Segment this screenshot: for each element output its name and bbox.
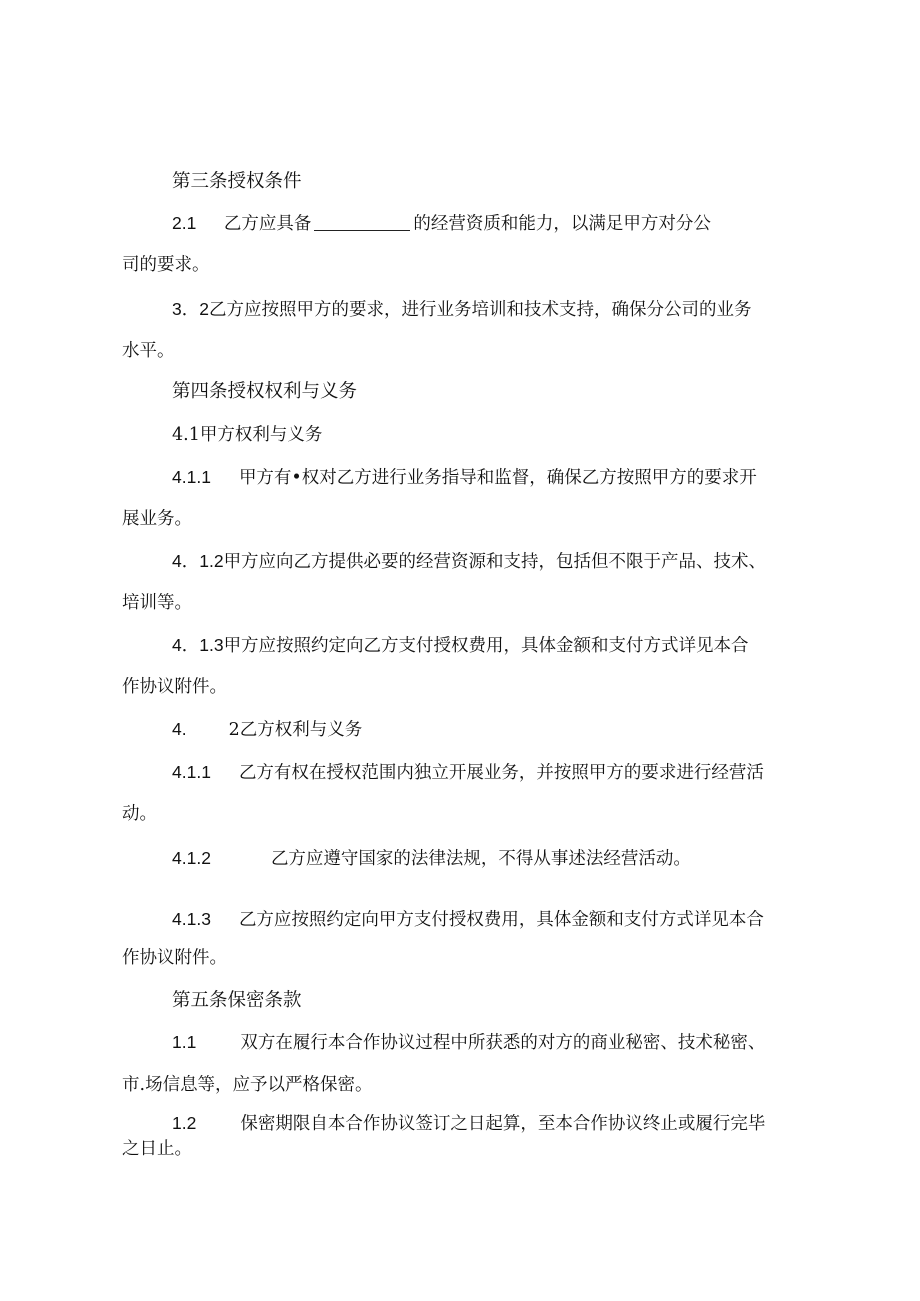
clause-number: 4.1.1 [172, 762, 211, 782]
subsection-text: 2乙方权利与义务 [228, 720, 363, 740]
clause-number: 1.2 [172, 1113, 197, 1133]
clause-continuation: 作协议附件。 [122, 948, 227, 968]
clause-number: 3．2 [172, 299, 209, 319]
subsection-title-2 [172, 717, 362, 742]
subsection-number: 4. [172, 719, 187, 739]
subsection-title: 4.1甲方权利与义务 [172, 425, 323, 445]
clause-4-1-2 [172, 549, 766, 574]
clause-text-cont: 的经营资质和能力，以满足甲方对分公 [413, 214, 711, 234]
clause-4-1-3 [172, 633, 749, 658]
clause-text: 保密期限自本合作协议签订之日起算，至本合作协议终止或履行完毕 [240, 1114, 766, 1134]
clause-continuation: 作协议附件。 [122, 677, 227, 697]
clause-text: 甲方有•权对乙方进行业务指导和监督，确保乙方按照甲方的要求开 [238, 468, 757, 488]
clause-text: 甲方应向乙方提供必要的经营资源和支持，包括但不限于产品、技术、 [223, 552, 767, 572]
clause-text: 乙方应遵守国家的法律法规，不得从事述法经营活动。 [270, 849, 691, 869]
clause-4-2-1 [172, 760, 764, 785]
section-heading: 第五条保密条款 [172, 990, 302, 1011]
clause-continuation: 培训等。 [122, 593, 192, 613]
section-heading: 第三条授权条件 [172, 171, 302, 192]
clause-number: 1.1 [172, 1032, 197, 1052]
clause-continuation: 动。 [122, 804, 157, 824]
clause-5-1-1 [172, 1030, 765, 1055]
clause-4-2-3 [172, 907, 764, 932]
clause-number: 4.1.1 [172, 467, 211, 487]
clause-number: 4．1.2 [172, 551, 224, 571]
clause-number: 4.1.3 [172, 909, 211, 929]
clause-4-1-1 [172, 465, 757, 490]
clause-text: 乙方应具备 [223, 214, 312, 234]
clause-continuation: 展业务。 [122, 509, 192, 529]
clause-text: 乙方有权在授权范围内独立开展业务，并按照甲方的要求进行经营活 [238, 763, 764, 783]
clause-number: 2.1 [172, 213, 197, 233]
clause-continuation: 水平。 [122, 341, 175, 361]
clause-text: 乙方应按照甲方的要求，进行业务培训和技术支持，确保分公司的业务 [208, 300, 752, 320]
clause-5-1-2 [172, 1111, 765, 1136]
clause-text: 甲方应按照约定向乙方支付授权费用，具体金额和支付方式详见本合 [223, 636, 749, 656]
clause-number: 4.1.2 [172, 848, 211, 868]
clause-text: 双方在履行本合作协议过程中所获悉的对方的商业秘密、技术秘密、 [240, 1033, 766, 1053]
clause-text: 乙方应按照约定向甲方支付授权费用，具体金额和支付方式详见本合 [238, 910, 764, 930]
clause-number: 4．1.3 [172, 635, 224, 655]
clause-continuation: 司的要求。 [122, 255, 210, 275]
clause-continuation: 之日止。 [122, 1139, 192, 1159]
clause-4-2-2 [172, 846, 691, 871]
clause-3-2 [172, 297, 751, 322]
fill-in-blank [314, 212, 410, 231]
clause-2-1 [172, 211, 711, 236]
clause-continuation: 市.场信息等，应予以严格保密。 [122, 1075, 373, 1095]
section-heading: 第四条授权权利与义务 [172, 381, 358, 402]
